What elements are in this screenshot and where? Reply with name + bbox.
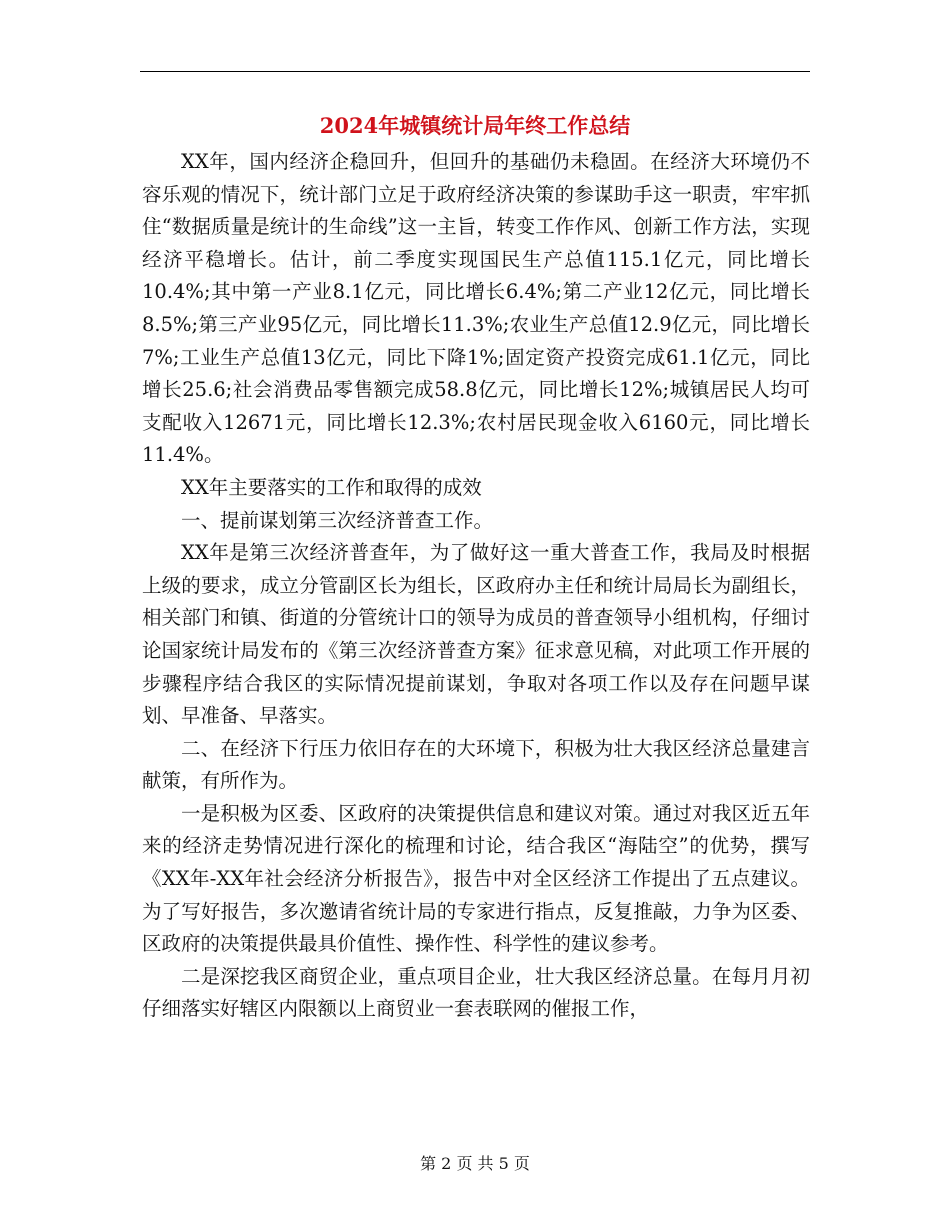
header-rule (140, 71, 810, 72)
paragraph-section-heading: XX年主要落实的工作和取得的成效 (181, 475, 482, 499)
document-title: 2024年城镇统计局年终工作总结 (319, 113, 631, 138)
paragraph-item-1-body: XX年是第三次经济普查年，为了做好这一重大普查工作，我局及时根据上级的要求，成立分管副区长为组长，区政府办主任和统计局局长为副组长，相关部门和镇、街道的分管统计口的领导为成员的普查领导小组机构，仔细讨论国家统计局发布的《第三次经济普查方案》征求意见稿，对此项工作开展的步骤程序结合我区的实际情况提前谋划，争取对各项工作以及存在问题早谋划、早准备、早落实。 (142, 541, 810, 728)
paragraph-item-2-point-2: 二是深挖我区商贸企业，重点项目企业，壮大我区经济总量。在每月月初仔细落实好辖区内限额以上商贸业一套表联网的催报工作， (142, 964, 810, 1021)
page-number-footer: 第 2 页 共 5 页 (420, 1154, 530, 1173)
paragraph-item-1-heading: 一、提前谋划第三次经济普查工作。 (181, 508, 494, 532)
document-body (142, 146, 810, 1026)
paragraph-item-2-point-1: 一是积极为区委、区政府的决策提供信息和建议对策。通过对我区近五年来的经济走势情况进行深化的梳理和讨论，结合我区“海陆空”的优势，撰写《XX年-XX年社会经济分析报告》，报告中对全区经济工作提出了五点建议。为了写好报告，多次邀请省统计局的专家进行指点，反复推敲，力争为区委、区政府的决策提供最具价值性、操作性、科学性的建议参考。 (142, 801, 810, 956)
paragraph-item-2-heading: 二、在经济下行压力依旧存在的大环境下，积极为壮大我区经济总量建言献策，有所作为。 (142, 736, 810, 793)
paragraph-intro: XX年，国内经济企稳回升，但回升的基础仍未稳固。在经济大环境仍不容乐观的情况下，统计部门立足于政府经济决策的参谋助手这一职责，牢牢抓住“数据质量是统计的生命线”这一主旨，转变工作作风、创新工作方法，实现经济平稳增长。估计，前二季度实现国民生产总值115.1亿元，同比增长10.4%;其中第一产业8.1亿元，同比增长6.4%;第二产业12亿元，同比增长8.5%;第三产业95亿元，同比增长11.3%;农业生产总值12.9亿元，同比增长7%;工业生产总值13亿元，同比下降1%;固定资产投资完成61.1亿元，同比增长25.6;社会消费品零售额完成58.8亿元，同比增长12%;城镇居民人均可支配收入12671元，同比增长12.3%;农村居民现金收入6160元，同比增长11.4%。 (142, 150, 810, 467)
